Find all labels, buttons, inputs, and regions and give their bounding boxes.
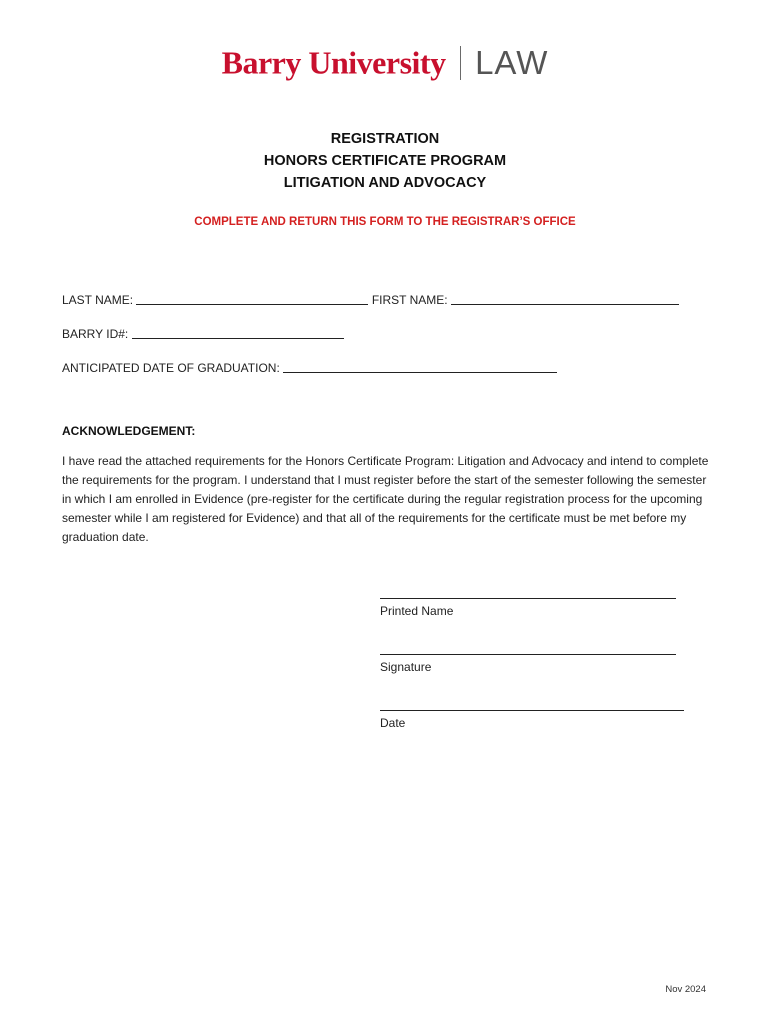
form-title-line-1: REGISTRATION — [330, 131, 440, 147]
graduation-date-field[interactable] — [283, 360, 557, 373]
first-name-field[interactable] — [451, 292, 679, 305]
logo-school-text: LAW — [475, 44, 549, 81]
revision-date: Nov 2024 — [665, 984, 706, 995]
barry-id-row — [62, 326, 344, 341]
name-fields-row — [62, 292, 679, 307]
last-name-label: LAST NAME: — [62, 293, 134, 307]
barry-id-label: BARRY ID#: — [62, 327, 129, 341]
graduation-date-label: ANTICIPATED DATE OF GRADUATION: — [62, 361, 280, 375]
form-title-line-3: LITIGATION AND ADVOCACY — [283, 175, 487, 191]
date-field[interactable] — [380, 700, 684, 711]
university-logo — [0, 44, 770, 82]
printed-name-label: Printed Name — [380, 604, 454, 618]
barry-id-field[interactable] — [132, 326, 344, 339]
printed-name-field[interactable] — [380, 588, 676, 599]
signature-block — [380, 644, 676, 674]
graduation-date-row — [62, 360, 557, 375]
return-instruction: COMPLETE AND RETURN THIS FORM TO THE REGISTRAR’S OFFICE — [194, 216, 576, 228]
signature-label: Signature — [380, 660, 432, 674]
date-label: Date — [380, 716, 406, 730]
acknowledgement-body: I have read the attached requirements for the Honors Certificate Program: Litigation and Advocacy and intend to complete the requirements for the program. I understand that I must register before the start of the semester following the semester in which I am enrolled in Evidence (pre-register for the certificate during the regular registration process for the upcoming semester while I am registered for Evidence) and that all of the requirements for the certificate must be met before my graduation date. — [62, 454, 709, 544]
first-name-label: FIRST NAME: — [371, 293, 448, 307]
signature-field[interactable] — [380, 644, 676, 655]
date-block — [380, 700, 684, 730]
acknowledgement-title: ACKNOWLEDGEMENT: — [62, 424, 196, 438]
logo-brand-text: Barry University — [221, 44, 446, 81]
logo-divider — [460, 46, 462, 80]
form-title-line-2: HONORS CERTIFICATE PROGRAM — [263, 153, 507, 169]
last-name-field[interactable] — [136, 292, 368, 305]
printed-name-block — [380, 588, 676, 618]
